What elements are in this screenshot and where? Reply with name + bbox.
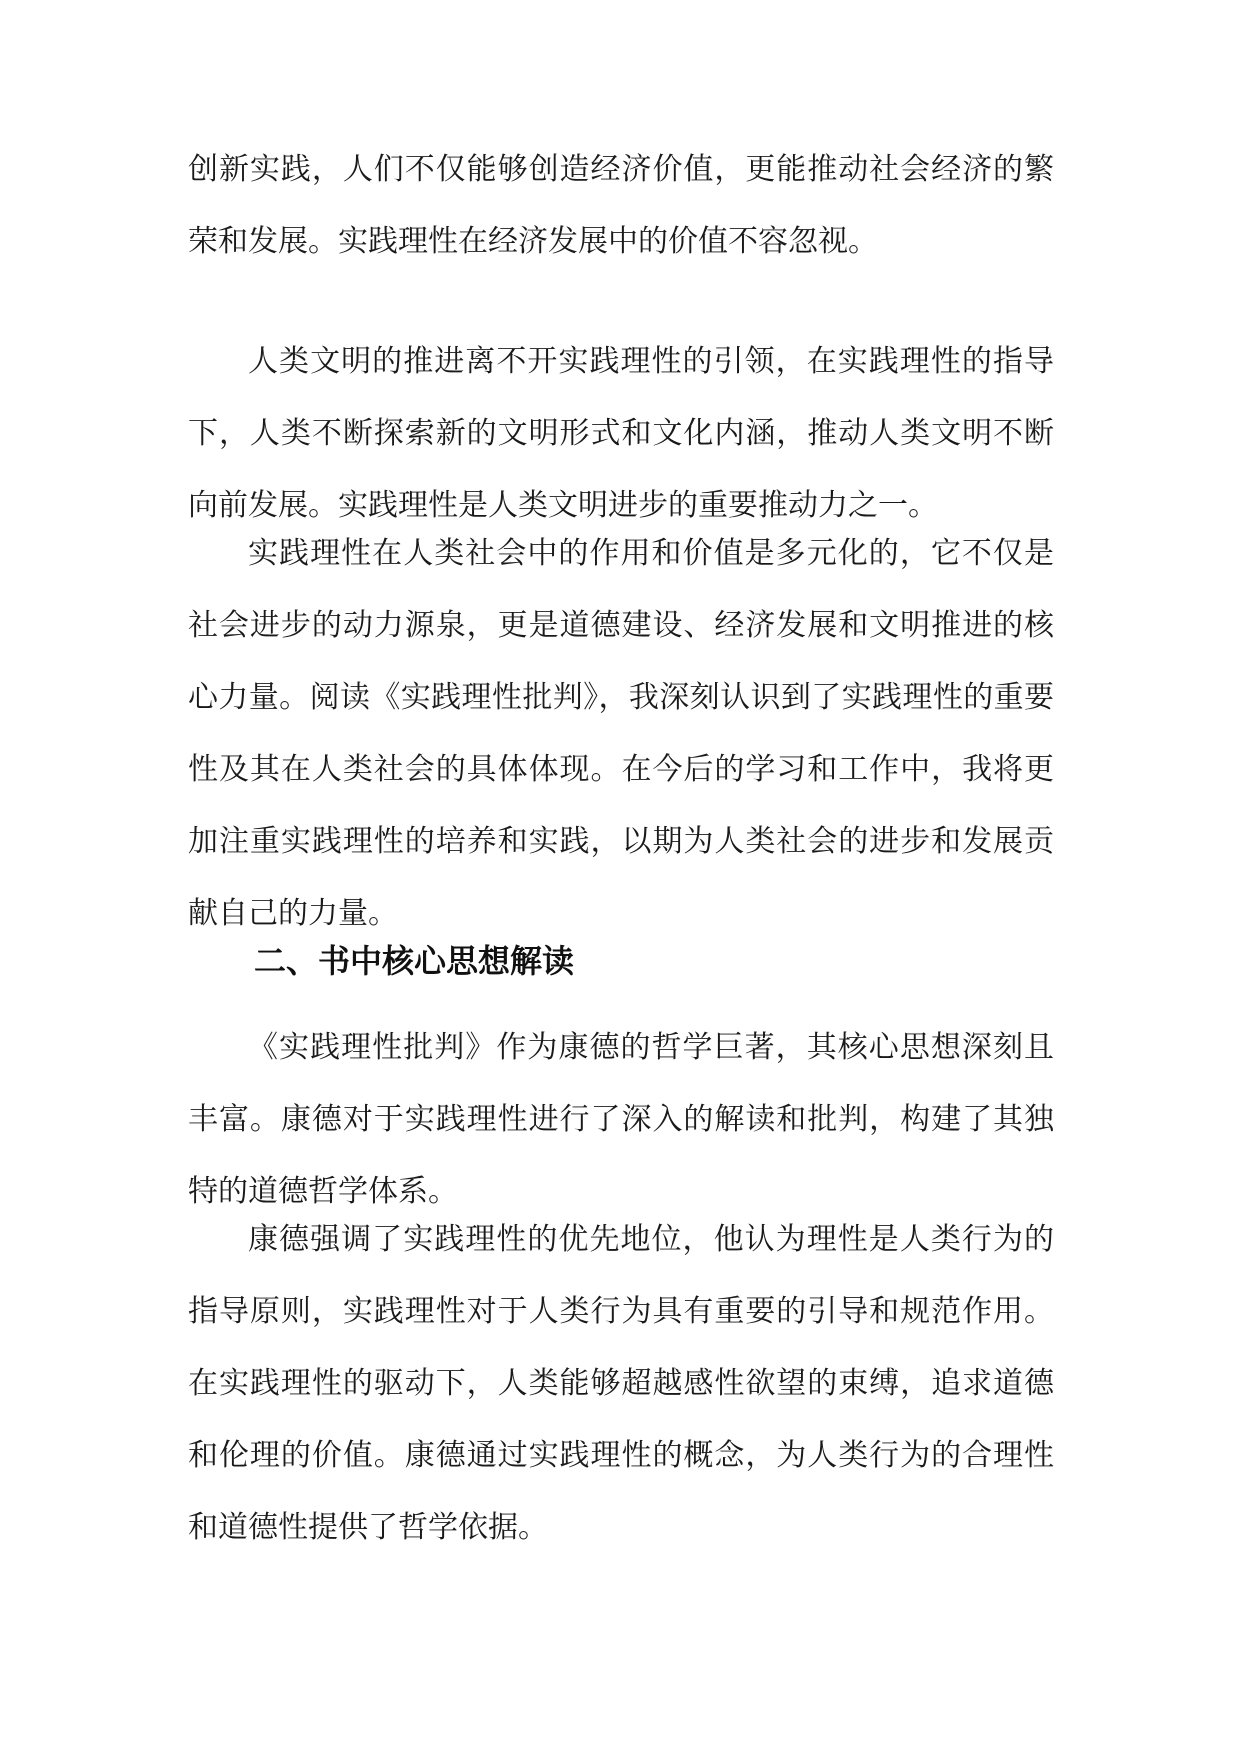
paragraph-civilization: 人类文明的推进离不开实践理性的引领，在实践理性的指导下，人类不断探索新的文明形式和文化内涵，推动人类文明不断向前发展。实践理性是人类文明进步的重要推动力之一。 xyxy=(188,344,1054,523)
paragraph-kant-intro: 《实践理性批判》作为康德的哲学巨著，其核心思想深刻且丰富。康德对于实践理性进行了深入的解读和批判，构建了其独特的道德哲学体系。 xyxy=(188,1030,1054,1209)
paragraph-kant-priority: 康德强调了实践理性的优先地位，他认为理性是人类行为的指导原则，实践理性对于人类行为具有重要的引导和规范作用。在实践理性的驱动下，人类能够超越感性欲望的束缚，追求道德和伦理的价值。康德通过实践理性的概念，为人类行为的合理性和道德性提供了哲学依据。 xyxy=(188,1222,1054,1545)
paragraph-summary: 实践理性在人类社会中的作用和价值是多元化的，它不仅是社会进步的动力源泉，更是道德建设、经济发展和文明推进的核心力量。阅读《实践理性批判》，我深刻认识到了实践理性的重要性及其在人类社会的具体体现。在今后的学习和工作中，我将更加注重实践理性的培养和实践，以期为人类社会的进步和发展贡献自己的力量。 xyxy=(188,536,1054,931)
section-heading: 二、书中核心思想解读 xyxy=(254,942,575,980)
paragraph-economic-value: 创新实践，人们不仅能够创造经济价值，更能推动社会经济的繁荣和发展。实践理性在经济发展中的价值不容忽视。 xyxy=(188,152,1054,259)
